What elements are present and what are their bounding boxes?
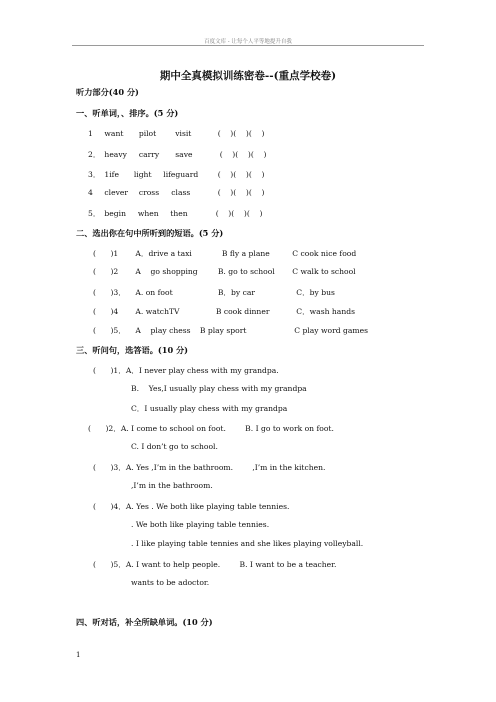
option-c: C walk to school: [292, 267, 356, 276]
word: clever: [104, 188, 129, 197]
document-title: 期中全真模拟训练密卷--(重点学校卷): [159, 70, 337, 82]
s3-q3-option-c: ,I’m in the bathroom.: [131, 481, 213, 490]
option-a: A．drive a taxi: [135, 249, 192, 258]
s2-row-2: [93, 267, 356, 276]
option-b: B．by car: [217, 288, 255, 297]
s2-row-1: [93, 248, 356, 259]
word: visit: [175, 129, 192, 138]
option-c: C play word games: [294, 326, 368, 335]
word: lifeguard: [163, 170, 199, 179]
s3-q1-option-c: C．I usually play chess with my grandpa: [131, 404, 288, 413]
section-3-heading: 三、听问句，选答语。(10 分): [76, 345, 189, 355]
row-number: 2．: [88, 150, 101, 159]
s3-q5-options: ( )5．A. I want to help people. B. I want to be a teacher.: [93, 560, 337, 569]
listening-part-heading: 听力部分(40 分): [76, 87, 139, 97]
word: 1ife: [104, 170, 119, 179]
section-2-heading: 二、选出你在句中所听到的短语。(5 分): [76, 228, 224, 238]
question-number: ( )2: [93, 267, 119, 276]
option-b: B cook dinner: [215, 307, 270, 316]
option-a: A. on foot: [135, 288, 173, 297]
word: light: [133, 170, 152, 179]
page-number: 1: [76, 651, 81, 659]
option-c: C．by bus: [296, 288, 335, 297]
option-a: A play chess: [135, 326, 191, 335]
row-number: 3．: [88, 170, 101, 179]
option-a: A go shopping: [135, 267, 198, 276]
s3-q2-option-c: C. I don’t go to school.: [131, 442, 218, 451]
option-a: A. watchTV: [135, 307, 180, 316]
s1-row-1: [88, 129, 264, 138]
section-4-heading: 四、听对话，补全所缺单词。(10 分): [76, 617, 213, 627]
s3-q3-options: ( )3．A. Yes ,I’m in the bathroom. ,I’m in the kitchen.: [93, 463, 326, 472]
option-b: B. go to school: [217, 267, 275, 276]
s2-row-3: [93, 287, 335, 298]
option-c: C cook nice food: [292, 249, 357, 258]
option-b: B play sport: [199, 326, 247, 335]
s1-row-4: [88, 188, 264, 197]
s1-row-5: [88, 208, 262, 219]
s3-q1-option-a: ( )1．A．I never play chess with my grandpa.: [93, 366, 279, 375]
word: carry: [138, 150, 160, 159]
question-number: ( )1: [93, 249, 119, 258]
answer-brackets: ( )( )( ): [217, 170, 265, 179]
row-number: 1: [88, 129, 93, 138]
answer-brackets: ( )( )( ): [219, 150, 267, 159]
s1-row-2: [88, 149, 266, 160]
answer-brackets: ( )( )( ): [217, 188, 265, 197]
s3-q5-option-c: wants to be adoctor.: [131, 578, 210, 587]
word: pilot: [138, 129, 157, 138]
question-number: ( )4: [93, 307, 119, 316]
word: cross: [138, 188, 160, 197]
option-b: B fly a plane: [221, 249, 270, 258]
answer-brackets: ( )( )( ): [217, 129, 265, 138]
word: then: [170, 209, 188, 218]
s3-q4-option-c: . I like playing table tennies and she likes playing volleyball.: [131, 539, 364, 548]
s1-row-3: [88, 169, 264, 180]
option-c: C．wash hands: [296, 307, 355, 316]
answer-brackets: ( )( )( ): [215, 209, 263, 218]
s2-row-5: [93, 325, 368, 336]
page-header: 百度文库 - 让每个人平等地提升自我: [204, 39, 292, 45]
section-1-heading: 一、听单词，、排序。(5 分): [76, 108, 179, 118]
header-divider: [72, 45, 424, 46]
word: heavy: [104, 150, 127, 159]
word: want: [104, 129, 124, 138]
s3-q4-option-b: . We both like playing table tennies.: [131, 520, 270, 529]
word: class: [171, 188, 191, 197]
word: when: [137, 209, 159, 218]
word: begin: [104, 209, 126, 218]
s3-q2-options: ( )2．A. I come to school on foot. B. I go to work on foot.: [88, 424, 334, 433]
row-number: 4: [88, 188, 93, 197]
s3-q1-option-b: B. Yes,I usually play chess with my grandpa: [131, 384, 307, 393]
s2-row-4: [93, 306, 355, 317]
question-number: ( )5．: [93, 326, 126, 335]
question-number: ( )3．: [93, 288, 126, 297]
row-number: 5．: [88, 209, 101, 218]
word: save: [175, 150, 193, 159]
s3-q4-option-a: ( )4．A. Yes . We both like playing table tennies.: [93, 502, 290, 511]
